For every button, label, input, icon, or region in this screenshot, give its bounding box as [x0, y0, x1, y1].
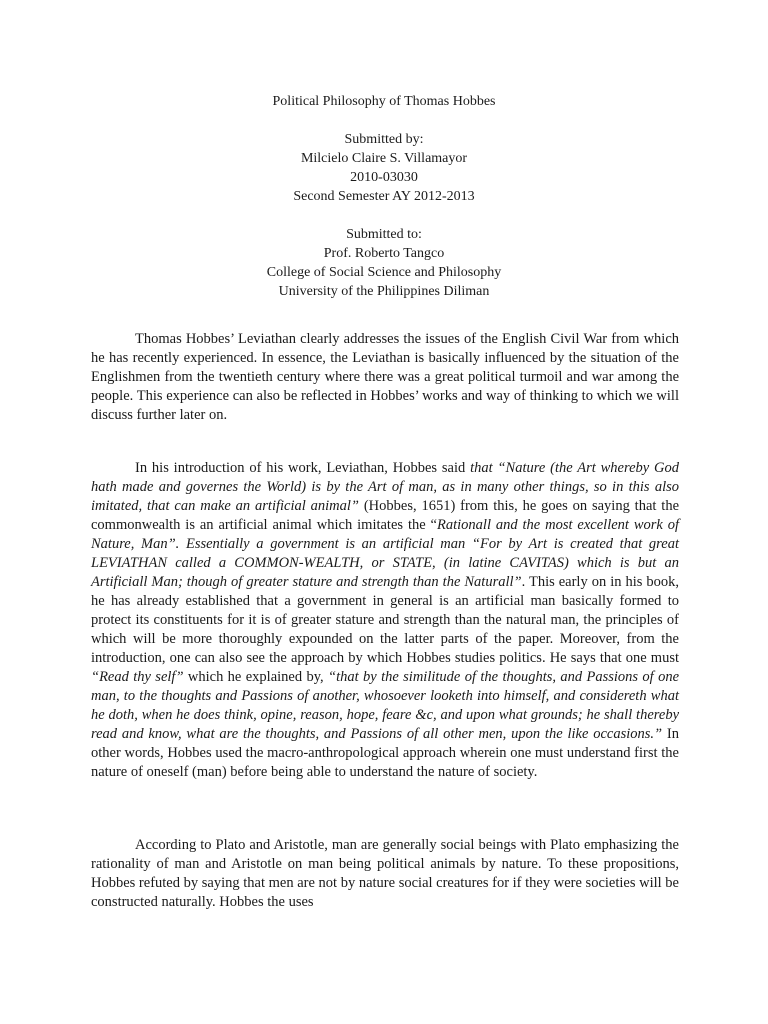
p2-quote-read-thy-self: “Read thy self”: [91, 669, 184, 685]
professor-name: Prof. Roberto Tangco: [323, 246, 445, 261]
p2-run: . This early on in his book, he has already established that a government in general is an artificial man basically formed to protect its constituents for it is of greater stature and strength than the natural man, the principles of which will be more thoroughly expounded on the latter parts of the paper. Moreover, from the introduction, one can also see the approach by which Hobbes studies politics. He says that one must: [91, 574, 680, 666]
author-name: Milcielo Claire S. Villamayor: [300, 151, 468, 166]
student-number: 2010-03030: [350, 170, 418, 185]
paragraph-2: [91, 459, 679, 782]
document-title: Political Philosophy of Thomas Hobbes: [272, 94, 496, 109]
p2-run: which he explained by,: [183, 669, 329, 685]
p2-run: In other words, Hobbes used the macro-anthropological approach wherein one must understand first the nature of oneself (man) before being able to understand the nature of society.: [91, 726, 679, 780]
p2-run: (Hobbes, 1651) from this, he goes on saying that the commonwealth is an artificial animal which imitates the “: [91, 498, 679, 533]
paragraph-3-text: According to Plato and Aristotle, man are generally social beings with Plato emphasizing the rationality of man and Aristotle on man being political animals by nature. To these propositions, Hobbes refuted by saying that men are not by nature social creatures for if they were societies will be constructed naturally. Hobbes the uses: [91, 837, 679, 910]
submitted-to-label: Submitted to:: [346, 227, 422, 242]
p2-quote-nature: that “Nature (the Art whereby God hath made and governes the World) is by the Art of man, as in many other things, so in this also imitated, that can make an artificial animal”: [91, 460, 679, 514]
p2-quote-similitude: “that by the similitude of the thoughts, and Passions of one man, to the thoughts and Passions of another, whosoever looketh into himself, and considereth what he doth, when he does think, opine, reason, hope, feare &c, and upon what grounds; he shall thereby read and know, what are the thoughts, and Passions of all other men, upon the like occasions.”: [91, 669, 680, 742]
paragraph-1: [91, 330, 679, 425]
semester: Second Semester AY 2012-2013: [293, 189, 475, 204]
p2-quote-leviathan: Rationall and the most excellent work of Nature, Man”. Essentially a government is an artificial man “For by Art is created that great LEVIATHAN called a COMMON-WEALTH, or STATE, (in latine CAVITAS) which is but an Artificiall Man; though of greater stature and strength than the Naturall”: [91, 517, 680, 590]
paragraph-3: [91, 836, 679, 912]
submitted-by-label: Submitted by:: [344, 132, 424, 147]
paragraph-2-text: [91, 459, 679, 782]
title-block: [0, 92, 768, 301]
college-name: College of Social Science and Philosophy: [266, 265, 502, 280]
p2-run: In his introduction of his work, Leviathan, Hobbes said: [135, 460, 471, 476]
university-name: University of the Philippines Diliman: [278, 284, 490, 299]
paragraph-1-text: Thomas Hobbes’ Leviathan clearly addresses the issues of the English Civil War from which he has recently experienced. In essence, the Leviathan is basically influenced by the situation of the Englishmen from the twentieth century where there was a great political turmoil and war among the people. This experience can also be reflected in Hobbes’ works and way of thinking to which we will discuss further later on.: [91, 331, 679, 423]
